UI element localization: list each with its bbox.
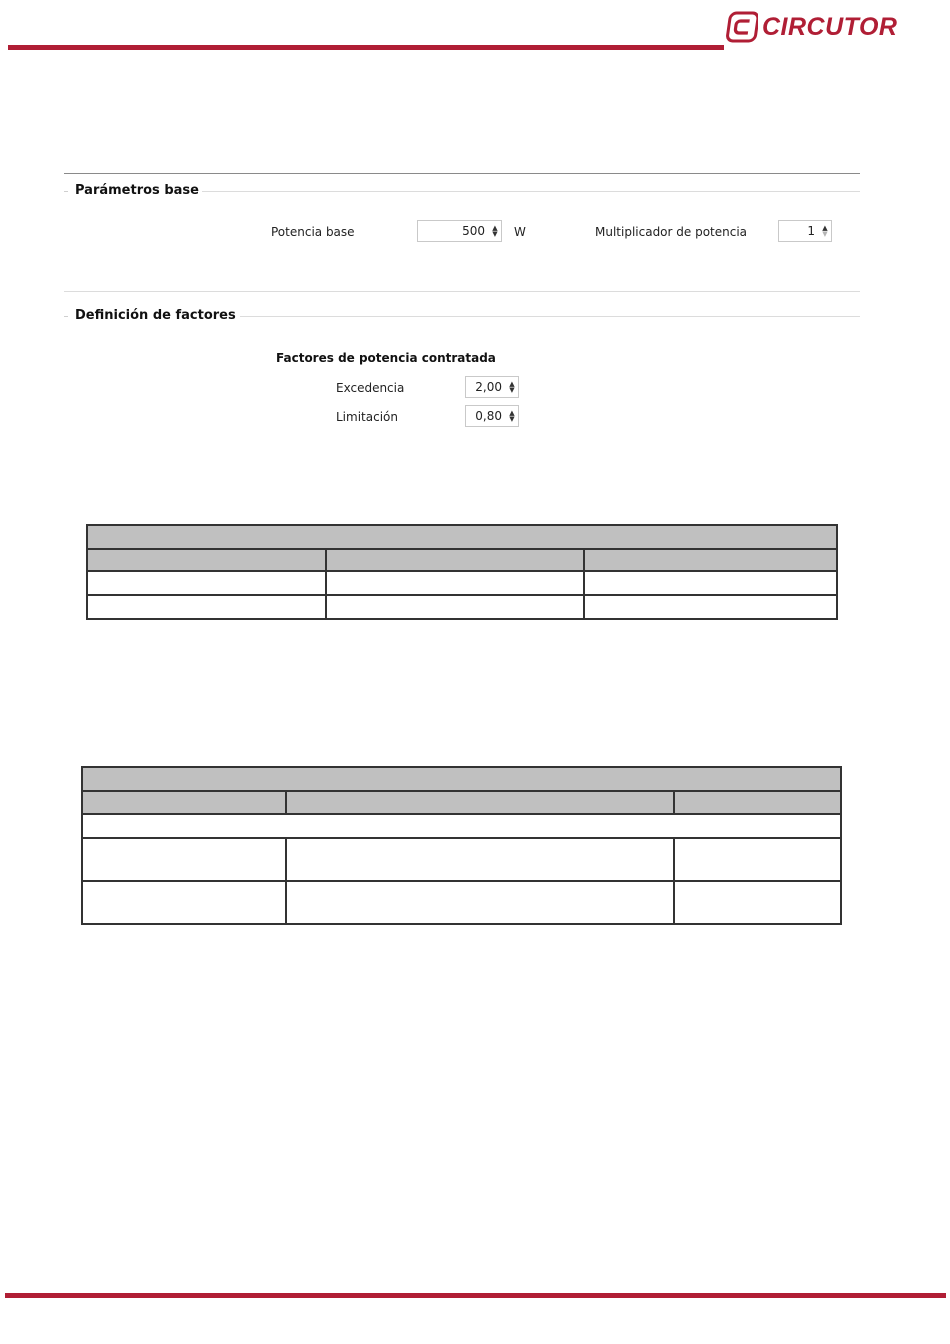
chevron-up-icon[interactable]: ▲ — [509, 380, 515, 388]
stepper-arrows[interactable] — [506, 381, 518, 393]
factors-table — [86, 524, 838, 620]
table-title-row — [87, 525, 837, 549]
stepper-arrows[interactable] — [506, 410, 518, 422]
table-cell — [674, 881, 841, 924]
table-header-row — [82, 791, 841, 814]
section-line — [202, 191, 860, 192]
table-cell — [87, 571, 326, 595]
table-cell — [326, 571, 584, 595]
table-cell — [584, 571, 837, 595]
potencia-base-stepper[interactable] — [417, 220, 502, 242]
chevron-down-icon[interactable]: ▼ — [822, 230, 828, 238]
chevron-up-icon[interactable]: ▲ — [492, 224, 498, 232]
table-cell — [326, 595, 584, 619]
table-title-row — [82, 767, 841, 791]
table-title-cell — [82, 767, 841, 791]
table-row — [82, 838, 841, 881]
limitacion-stepper[interactable] — [465, 405, 519, 427]
table-title-cell — [87, 525, 837, 549]
potencia-base-label: Potencia base — [271, 225, 355, 239]
multiplicador-label: Multiplicador de potencia — [595, 225, 748, 239]
section-line — [240, 316, 860, 317]
multiplicador-value[interactable]: 1 — [807, 224, 815, 238]
table-header-cell — [326, 549, 584, 571]
table-row — [82, 881, 841, 924]
brand-logo — [726, 8, 904, 46]
chevron-down-icon[interactable]: ▼ — [492, 230, 498, 238]
potencia-base-value[interactable]: 500 — [462, 224, 485, 238]
stepper-arrows[interactable] — [819, 225, 831, 237]
excedencia-value[interactable]: 2,00 — [475, 380, 502, 394]
table-cell — [82, 838, 286, 881]
table-header-cell — [87, 549, 326, 571]
multiplicador-stepper[interactable] — [778, 220, 832, 242]
section-title-factors: Definición de factores — [75, 308, 236, 323]
table-cell — [584, 595, 837, 619]
table-row — [87, 595, 837, 619]
chevron-up-icon[interactable]: ▲ — [822, 224, 828, 232]
table-header-cell — [286, 791, 674, 814]
section-title-base-params: Parámetros base — [75, 183, 199, 198]
limitacion-value[interactable]: 0,80 — [475, 409, 502, 423]
section-tick — [64, 191, 68, 192]
excedencia-stepper[interactable] — [465, 376, 519, 398]
factors-subtitle: Factores de potencia contratada — [276, 351, 496, 365]
table-cell — [674, 838, 841, 881]
table-header-cell — [82, 791, 286, 814]
limitacion-label: Limitación — [336, 410, 398, 424]
parameters-table — [81, 766, 842, 925]
table-header-row — [87, 549, 837, 571]
table-cell — [286, 838, 674, 881]
brand-name: CIRCUTOR — [762, 12, 898, 41]
header-rule — [8, 45, 724, 50]
potencia-base-unit: W — [514, 225, 526, 239]
table-group-row — [82, 814, 841, 838]
panel-top-border — [64, 173, 860, 174]
chevron-down-icon[interactable]: ▼ — [509, 415, 515, 423]
chevron-down-icon[interactable]: ▼ — [509, 386, 515, 394]
excedencia-label: Excedencia — [336, 381, 405, 395]
section-tick — [64, 316, 68, 317]
table-group-cell — [82, 814, 841, 838]
table-cell — [82, 881, 286, 924]
footer-rule — [5, 1293, 946, 1298]
stepper-arrows[interactable] — [489, 225, 501, 237]
section-separator — [64, 291, 860, 292]
table-cell — [87, 595, 326, 619]
table-header-cell — [584, 549, 837, 571]
table-header-cell — [674, 791, 841, 814]
circutor-c-logo-icon — [726, 11, 758, 43]
table-cell — [286, 881, 674, 924]
chevron-up-icon[interactable]: ▲ — [509, 409, 515, 417]
table-row — [87, 571, 837, 595]
